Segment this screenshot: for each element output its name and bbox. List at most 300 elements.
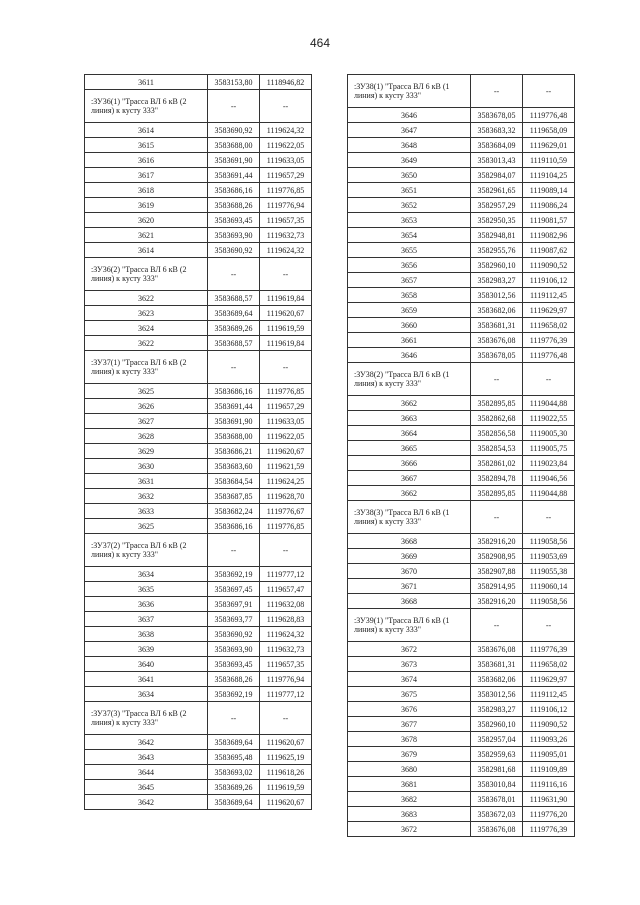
coordinate-row bbox=[348, 168, 575, 183]
y-coordinate: 1119633,05 bbox=[260, 414, 312, 429]
coordinate-row bbox=[348, 792, 575, 807]
coordinate-row bbox=[348, 579, 575, 594]
x-coordinate: 3583693,45 bbox=[208, 213, 260, 228]
coordinate-row bbox=[348, 534, 575, 549]
coordinate-row bbox=[85, 519, 312, 534]
x-coordinate: 3583688,26 bbox=[208, 672, 260, 687]
x-coordinate: 3583691,90 bbox=[208, 414, 260, 429]
section-header-row bbox=[348, 501, 575, 534]
point-number: 3652 bbox=[348, 198, 471, 213]
point-number: 3615 bbox=[85, 138, 208, 153]
x-coordinate: 3583691,44 bbox=[208, 399, 260, 414]
coordinate-row bbox=[348, 396, 575, 411]
point-number: 3662 bbox=[348, 486, 471, 501]
y-coordinate: 1119619,84 bbox=[260, 291, 312, 306]
y-coordinate: 1119777,12 bbox=[260, 687, 312, 702]
y-coordinate: 1119046,56 bbox=[523, 471, 575, 486]
x-coordinate: 3582916,20 bbox=[471, 594, 523, 609]
coordinate-row bbox=[85, 642, 312, 657]
y-coordinate: 1119112,45 bbox=[523, 288, 575, 303]
point-number: 3619 bbox=[85, 198, 208, 213]
point-number: 3638 bbox=[85, 627, 208, 642]
y-coordinate: 1119657,29 bbox=[260, 168, 312, 183]
point-number: 3659 bbox=[348, 303, 471, 318]
section-header-row bbox=[85, 90, 312, 123]
y-coordinate: 1119106,12 bbox=[523, 273, 575, 288]
y-coordinate: 1119060,14 bbox=[523, 579, 575, 594]
x-coordinate: 3583692,19 bbox=[208, 687, 260, 702]
x-coordinate: 3583676,08 bbox=[471, 822, 523, 837]
coordinate-row bbox=[85, 138, 312, 153]
y-coordinate: 1119618,26 bbox=[260, 765, 312, 780]
y-coordinate: 1119625,19 bbox=[260, 750, 312, 765]
y-coordinate: 1119005,75 bbox=[523, 441, 575, 456]
x-coordinate: 3583678,05 bbox=[471, 348, 523, 363]
y-placeholder: -- bbox=[260, 534, 312, 567]
point-number: 3627 bbox=[85, 414, 208, 429]
coordinate-row bbox=[85, 612, 312, 627]
coordinate-row bbox=[348, 594, 575, 609]
point-number: 3646 bbox=[348, 348, 471, 363]
coordinate-row bbox=[348, 732, 575, 747]
coordinate-row bbox=[85, 672, 312, 687]
point-number: 3614 bbox=[85, 243, 208, 258]
coordinate-row bbox=[85, 213, 312, 228]
coordinate-row bbox=[348, 762, 575, 777]
coordinate-row bbox=[348, 348, 575, 363]
y-coordinate: 1119658,02 bbox=[523, 318, 575, 333]
section-name: :ЗУ38(2) "Трасса ВЛ 6 кВ (1 линия) к кусту 333" bbox=[348, 363, 471, 396]
x-coordinate: 3582950,35 bbox=[471, 213, 523, 228]
y-placeholder: -- bbox=[523, 75, 575, 108]
coordinate-row bbox=[348, 822, 575, 837]
y-coordinate: 1119112,45 bbox=[523, 687, 575, 702]
y-coordinate: 1119657,47 bbox=[260, 582, 312, 597]
section-name: :ЗУ38(3) "Трасса ВЛ 6 кВ (1 линия) к кусту 333" bbox=[348, 501, 471, 534]
x-coordinate: 3583692,19 bbox=[208, 567, 260, 582]
coordinate-row bbox=[85, 75, 312, 90]
y-coordinate: 1119106,12 bbox=[523, 702, 575, 717]
coordinate-row bbox=[348, 471, 575, 486]
coordinate-row bbox=[85, 597, 312, 612]
coordinate-row bbox=[348, 747, 575, 762]
point-number: 3637 bbox=[85, 612, 208, 627]
y-placeholder: -- bbox=[260, 702, 312, 735]
x-coordinate: 3583690,92 bbox=[208, 123, 260, 138]
x-coordinate: 3583684,54 bbox=[208, 474, 260, 489]
point-number: 3653 bbox=[348, 213, 471, 228]
x-coordinate: 3582914,95 bbox=[471, 579, 523, 594]
y-coordinate: 1119093,26 bbox=[523, 732, 575, 747]
point-number: 3617 bbox=[85, 168, 208, 183]
coordinates-table-left bbox=[84, 74, 312, 810]
point-number: 3632 bbox=[85, 489, 208, 504]
x-coordinate: 3583688,57 bbox=[208, 336, 260, 351]
y-coordinate: 1119776,94 bbox=[260, 198, 312, 213]
y-coordinate: 1119089,14 bbox=[523, 183, 575, 198]
coordinate-row bbox=[85, 780, 312, 795]
x-coordinate: 3583688,57 bbox=[208, 291, 260, 306]
coordinate-row bbox=[348, 258, 575, 273]
section-name: :ЗУ38(1) "Трасса ВЛ 6 кВ (1 линия) к кусту 333" bbox=[348, 75, 471, 108]
y-placeholder: -- bbox=[523, 363, 575, 396]
x-placeholder: -- bbox=[471, 75, 523, 108]
point-number: 3620 bbox=[85, 213, 208, 228]
y-coordinate: 1119621,59 bbox=[260, 459, 312, 474]
point-number: 3611 bbox=[85, 75, 208, 90]
y-placeholder: -- bbox=[523, 501, 575, 534]
point-number: 3666 bbox=[348, 456, 471, 471]
y-coordinate: 1119619,59 bbox=[260, 321, 312, 336]
y-coordinate: 1119658,02 bbox=[523, 657, 575, 672]
coordinate-row bbox=[348, 411, 575, 426]
y-coordinate: 1119628,70 bbox=[260, 489, 312, 504]
point-number: 3657 bbox=[348, 273, 471, 288]
point-number: 3643 bbox=[85, 750, 208, 765]
coordinate-row bbox=[348, 672, 575, 687]
y-placeholder: -- bbox=[260, 90, 312, 123]
point-number: 3641 bbox=[85, 672, 208, 687]
point-number: 3624 bbox=[85, 321, 208, 336]
coordinate-row bbox=[85, 336, 312, 351]
point-number: 3626 bbox=[85, 399, 208, 414]
y-coordinate: 1119044,88 bbox=[523, 396, 575, 411]
y-coordinate: 1119629,97 bbox=[523, 672, 575, 687]
coordinate-row bbox=[85, 765, 312, 780]
point-number: 3667 bbox=[348, 471, 471, 486]
y-coordinate: 1119116,16 bbox=[523, 777, 575, 792]
y-coordinate: 1119086,24 bbox=[523, 198, 575, 213]
section-header-row bbox=[348, 75, 575, 108]
y-coordinate: 1119629,97 bbox=[523, 303, 575, 318]
point-number: 3628 bbox=[85, 429, 208, 444]
coordinate-row bbox=[348, 441, 575, 456]
point-number: 3673 bbox=[348, 657, 471, 672]
section-name: :ЗУ37(2) "Трасса ВЛ 6 кВ (2 линия) к кусту 333" bbox=[85, 534, 208, 567]
x-placeholder: -- bbox=[208, 258, 260, 291]
coordinate-row bbox=[85, 243, 312, 258]
x-coordinate: 3583689,26 bbox=[208, 321, 260, 336]
point-number: 3670 bbox=[348, 564, 471, 579]
coordinates-table-right bbox=[347, 74, 575, 837]
x-coordinate: 3582862,68 bbox=[471, 411, 523, 426]
y-coordinate: 1119629,01 bbox=[523, 138, 575, 153]
point-number: 3618 bbox=[85, 183, 208, 198]
point-number: 3631 bbox=[85, 474, 208, 489]
y-coordinate: 1119023,84 bbox=[523, 456, 575, 471]
point-number: 3665 bbox=[348, 441, 471, 456]
x-placeholder: -- bbox=[208, 702, 260, 735]
x-coordinate: 3582959,63 bbox=[471, 747, 523, 762]
x-coordinate: 3583688,26 bbox=[208, 198, 260, 213]
coordinate-row bbox=[348, 333, 575, 348]
y-coordinate: 1119619,84 bbox=[260, 336, 312, 351]
y-coordinate: 1119658,09 bbox=[523, 123, 575, 138]
point-number: 3661 bbox=[348, 333, 471, 348]
coordinate-row bbox=[348, 108, 575, 123]
x-coordinate: 3583683,32 bbox=[471, 123, 523, 138]
coordinate-row bbox=[348, 777, 575, 792]
x-coordinate: 3583676,08 bbox=[471, 642, 523, 657]
point-number: 3680 bbox=[348, 762, 471, 777]
page-number: 464 bbox=[309, 36, 331, 50]
coordinate-row bbox=[348, 426, 575, 441]
y-coordinate: 1119777,12 bbox=[260, 567, 312, 582]
point-number: 3649 bbox=[348, 153, 471, 168]
x-coordinate: 3582955,76 bbox=[471, 243, 523, 258]
coordinate-row bbox=[85, 168, 312, 183]
point-number: 3683 bbox=[348, 807, 471, 822]
point-number: 3648 bbox=[348, 138, 471, 153]
y-coordinate: 1119005,30 bbox=[523, 426, 575, 441]
coordinate-row bbox=[348, 564, 575, 579]
x-coordinate: 3583686,16 bbox=[208, 183, 260, 198]
point-number: 3656 bbox=[348, 258, 471, 273]
x-coordinate: 3583684,09 bbox=[471, 138, 523, 153]
y-placeholder: -- bbox=[260, 258, 312, 291]
point-number: 3668 bbox=[348, 594, 471, 609]
x-coordinate: 3582957,04 bbox=[471, 732, 523, 747]
point-number: 3630 bbox=[85, 459, 208, 474]
x-coordinate: 3583012,56 bbox=[471, 288, 523, 303]
x-coordinate: 3583678,01 bbox=[471, 792, 523, 807]
y-coordinate: 1119081,57 bbox=[523, 213, 575, 228]
point-number: 3640 bbox=[85, 657, 208, 672]
x-coordinate: 3583682,24 bbox=[208, 504, 260, 519]
coordinate-row bbox=[85, 657, 312, 672]
section-header-row bbox=[348, 363, 575, 396]
x-coordinate: 3583682,06 bbox=[471, 672, 523, 687]
point-number: 3633 bbox=[85, 504, 208, 519]
y-coordinate: 1119053,69 bbox=[523, 549, 575, 564]
x-coordinate: 3583697,45 bbox=[208, 582, 260, 597]
x-coordinate: 3583690,92 bbox=[208, 627, 260, 642]
x-coordinate: 3582908,95 bbox=[471, 549, 523, 564]
y-coordinate: 1119776,48 bbox=[523, 348, 575, 363]
x-coordinate: 3583681,31 bbox=[471, 657, 523, 672]
x-coordinate: 3582960,10 bbox=[471, 258, 523, 273]
point-number: 3625 bbox=[85, 384, 208, 399]
x-coordinate: 3583689,64 bbox=[208, 795, 260, 810]
point-number: 3621 bbox=[85, 228, 208, 243]
point-number: 3672 bbox=[348, 642, 471, 657]
x-coordinate: 3583688,00 bbox=[208, 138, 260, 153]
section-name: :ЗУ36(2) "Трасса ВЛ 6 кВ (2 линия) к кусту 333" bbox=[85, 258, 208, 291]
coordinate-row bbox=[348, 549, 575, 564]
point-number: 3636 bbox=[85, 597, 208, 612]
x-coordinate: 3583693,77 bbox=[208, 612, 260, 627]
y-coordinate: 1119109,89 bbox=[523, 762, 575, 777]
point-number: 3675 bbox=[348, 687, 471, 702]
point-number: 3642 bbox=[85, 795, 208, 810]
y-coordinate: 1119631,90 bbox=[523, 792, 575, 807]
point-number: 3622 bbox=[85, 336, 208, 351]
coordinate-row bbox=[85, 489, 312, 504]
y-coordinate: 1119632,08 bbox=[260, 597, 312, 612]
coordinate-row bbox=[85, 321, 312, 336]
point-number: 3647 bbox=[348, 123, 471, 138]
section-name: :ЗУ37(1) "Трасса ВЛ 6 кВ (2 линия) к кусту 333" bbox=[85, 351, 208, 384]
point-number: 3616 bbox=[85, 153, 208, 168]
y-coordinate: 1118946,82 bbox=[260, 75, 312, 90]
coordinate-row bbox=[348, 318, 575, 333]
x-coordinate: 3582907,88 bbox=[471, 564, 523, 579]
coordinate-row bbox=[85, 123, 312, 138]
point-number: 3655 bbox=[348, 243, 471, 258]
coordinate-row bbox=[348, 198, 575, 213]
coordinate-row bbox=[348, 807, 575, 822]
coordinate-row bbox=[85, 306, 312, 321]
point-number: 3671 bbox=[348, 579, 471, 594]
x-coordinate: 3583676,08 bbox=[471, 333, 523, 348]
x-coordinate: 3583690,92 bbox=[208, 243, 260, 258]
x-coordinate: 3583687,85 bbox=[208, 489, 260, 504]
y-coordinate: 1119776,39 bbox=[523, 333, 575, 348]
x-coordinate: 3582981,68 bbox=[471, 762, 523, 777]
coordinate-row bbox=[348, 717, 575, 732]
point-number: 3654 bbox=[348, 228, 471, 243]
x-coordinate: 3583693,02 bbox=[208, 765, 260, 780]
coordinate-row bbox=[85, 582, 312, 597]
point-number: 3645 bbox=[85, 780, 208, 795]
y-coordinate: 1119657,29 bbox=[260, 399, 312, 414]
x-coordinate: 3583686,16 bbox=[208, 384, 260, 399]
point-number: 3674 bbox=[348, 672, 471, 687]
point-number: 3646 bbox=[348, 108, 471, 123]
x-coordinate: 3582948,81 bbox=[471, 228, 523, 243]
x-placeholder: -- bbox=[471, 609, 523, 642]
point-number: 3614 bbox=[85, 123, 208, 138]
y-coordinate: 1119055,38 bbox=[523, 564, 575, 579]
point-number: 3651 bbox=[348, 183, 471, 198]
coordinate-row bbox=[85, 153, 312, 168]
coordinate-row bbox=[85, 627, 312, 642]
y-coordinate: 1119624,25 bbox=[260, 474, 312, 489]
x-coordinate: 3583688,00 bbox=[208, 429, 260, 444]
y-placeholder: -- bbox=[260, 351, 312, 384]
y-coordinate: 1119657,35 bbox=[260, 213, 312, 228]
point-number: 3672 bbox=[348, 822, 471, 837]
point-number: 3639 bbox=[85, 642, 208, 657]
coordinate-row bbox=[348, 486, 575, 501]
x-coordinate: 3582984,07 bbox=[471, 168, 523, 183]
coordinate-row bbox=[85, 399, 312, 414]
coordinate-row bbox=[85, 459, 312, 474]
x-coordinate: 3583695,48 bbox=[208, 750, 260, 765]
x-placeholder: -- bbox=[208, 534, 260, 567]
coordinate-row bbox=[348, 123, 575, 138]
x-coordinate: 3582895,85 bbox=[471, 486, 523, 501]
x-coordinate: 3583693,45 bbox=[208, 657, 260, 672]
section-header-row bbox=[348, 609, 575, 642]
point-number: 3622 bbox=[85, 291, 208, 306]
y-coordinate: 1119619,59 bbox=[260, 780, 312, 795]
point-number: 3658 bbox=[348, 288, 471, 303]
coordinate-row bbox=[348, 273, 575, 288]
point-number: 3663 bbox=[348, 411, 471, 426]
section-name: :ЗУ36(1) "Трасса ВЛ 6 кВ (2 линия) к кусту 333" bbox=[85, 90, 208, 123]
coordinate-row bbox=[348, 702, 575, 717]
point-number: 3634 bbox=[85, 687, 208, 702]
y-coordinate: 1119082,96 bbox=[523, 228, 575, 243]
section-header-row bbox=[85, 258, 312, 291]
x-coordinate: 3582983,27 bbox=[471, 273, 523, 288]
x-coordinate: 3582960,10 bbox=[471, 717, 523, 732]
y-coordinate: 1119044,88 bbox=[523, 486, 575, 501]
x-coordinate: 3583682,06 bbox=[471, 303, 523, 318]
y-coordinate: 1119087,62 bbox=[523, 243, 575, 258]
point-number: 3644 bbox=[85, 765, 208, 780]
x-placeholder: -- bbox=[208, 351, 260, 384]
point-number: 3635 bbox=[85, 582, 208, 597]
x-placeholder: -- bbox=[471, 363, 523, 396]
coordinate-row bbox=[348, 687, 575, 702]
point-number: 3634 bbox=[85, 567, 208, 582]
x-placeholder: -- bbox=[208, 90, 260, 123]
y-coordinate: 1119620,67 bbox=[260, 306, 312, 321]
x-coordinate: 3583686,16 bbox=[208, 519, 260, 534]
point-number: 3676 bbox=[348, 702, 471, 717]
y-coordinate: 1119776,20 bbox=[523, 807, 575, 822]
x-coordinate: 3583693,90 bbox=[208, 642, 260, 657]
x-coordinate: 3582861,02 bbox=[471, 456, 523, 471]
coordinate-row bbox=[85, 429, 312, 444]
y-coordinate: 1119776,85 bbox=[260, 384, 312, 399]
section-name: :ЗУ37(3) "Трасса ВЛ 6 кВ (2 линия) к кусту 333" bbox=[85, 702, 208, 735]
y-coordinate: 1119104,25 bbox=[523, 168, 575, 183]
y-coordinate: 1119776,48 bbox=[523, 108, 575, 123]
point-number: 3642 bbox=[85, 735, 208, 750]
point-number: 3664 bbox=[348, 426, 471, 441]
y-coordinate: 1119776,39 bbox=[523, 642, 575, 657]
section-header-row bbox=[85, 534, 312, 567]
coordinate-row bbox=[85, 687, 312, 702]
coordinate-row bbox=[85, 183, 312, 198]
x-coordinate: 3583153,80 bbox=[208, 75, 260, 90]
x-coordinate: 3583697,91 bbox=[208, 597, 260, 612]
x-coordinate: 3582983,27 bbox=[471, 702, 523, 717]
x-coordinate: 3583686,21 bbox=[208, 444, 260, 459]
x-coordinate: 3583689,64 bbox=[208, 306, 260, 321]
y-coordinate: 1119058,56 bbox=[523, 594, 575, 609]
y-coordinate: 1119022,55 bbox=[523, 411, 575, 426]
point-number: 3668 bbox=[348, 534, 471, 549]
x-coordinate: 3582957,29 bbox=[471, 198, 523, 213]
y-coordinate: 1119058,56 bbox=[523, 534, 575, 549]
y-coordinate: 1119633,05 bbox=[260, 153, 312, 168]
section-header-row bbox=[85, 702, 312, 735]
point-number: 3662 bbox=[348, 396, 471, 411]
y-coordinate: 1119632,73 bbox=[260, 228, 312, 243]
y-coordinate: 1119632,73 bbox=[260, 642, 312, 657]
coordinate-row bbox=[85, 198, 312, 213]
x-coordinate: 3583689,26 bbox=[208, 780, 260, 795]
point-number: 3650 bbox=[348, 168, 471, 183]
point-number: 3669 bbox=[348, 549, 471, 564]
point-number: 3678 bbox=[348, 732, 471, 747]
x-coordinate: 3583683,60 bbox=[208, 459, 260, 474]
x-coordinate: 3582894,78 bbox=[471, 471, 523, 486]
x-coordinate: 3583678,05 bbox=[471, 108, 523, 123]
point-number: 3623 bbox=[85, 306, 208, 321]
x-coordinate: 3582961,65 bbox=[471, 183, 523, 198]
coordinate-row bbox=[348, 456, 575, 471]
y-coordinate: 1119624,32 bbox=[260, 243, 312, 258]
coordinate-row bbox=[85, 228, 312, 243]
coordinate-row bbox=[348, 213, 575, 228]
section-header-row bbox=[85, 351, 312, 384]
x-placeholder: -- bbox=[471, 501, 523, 534]
